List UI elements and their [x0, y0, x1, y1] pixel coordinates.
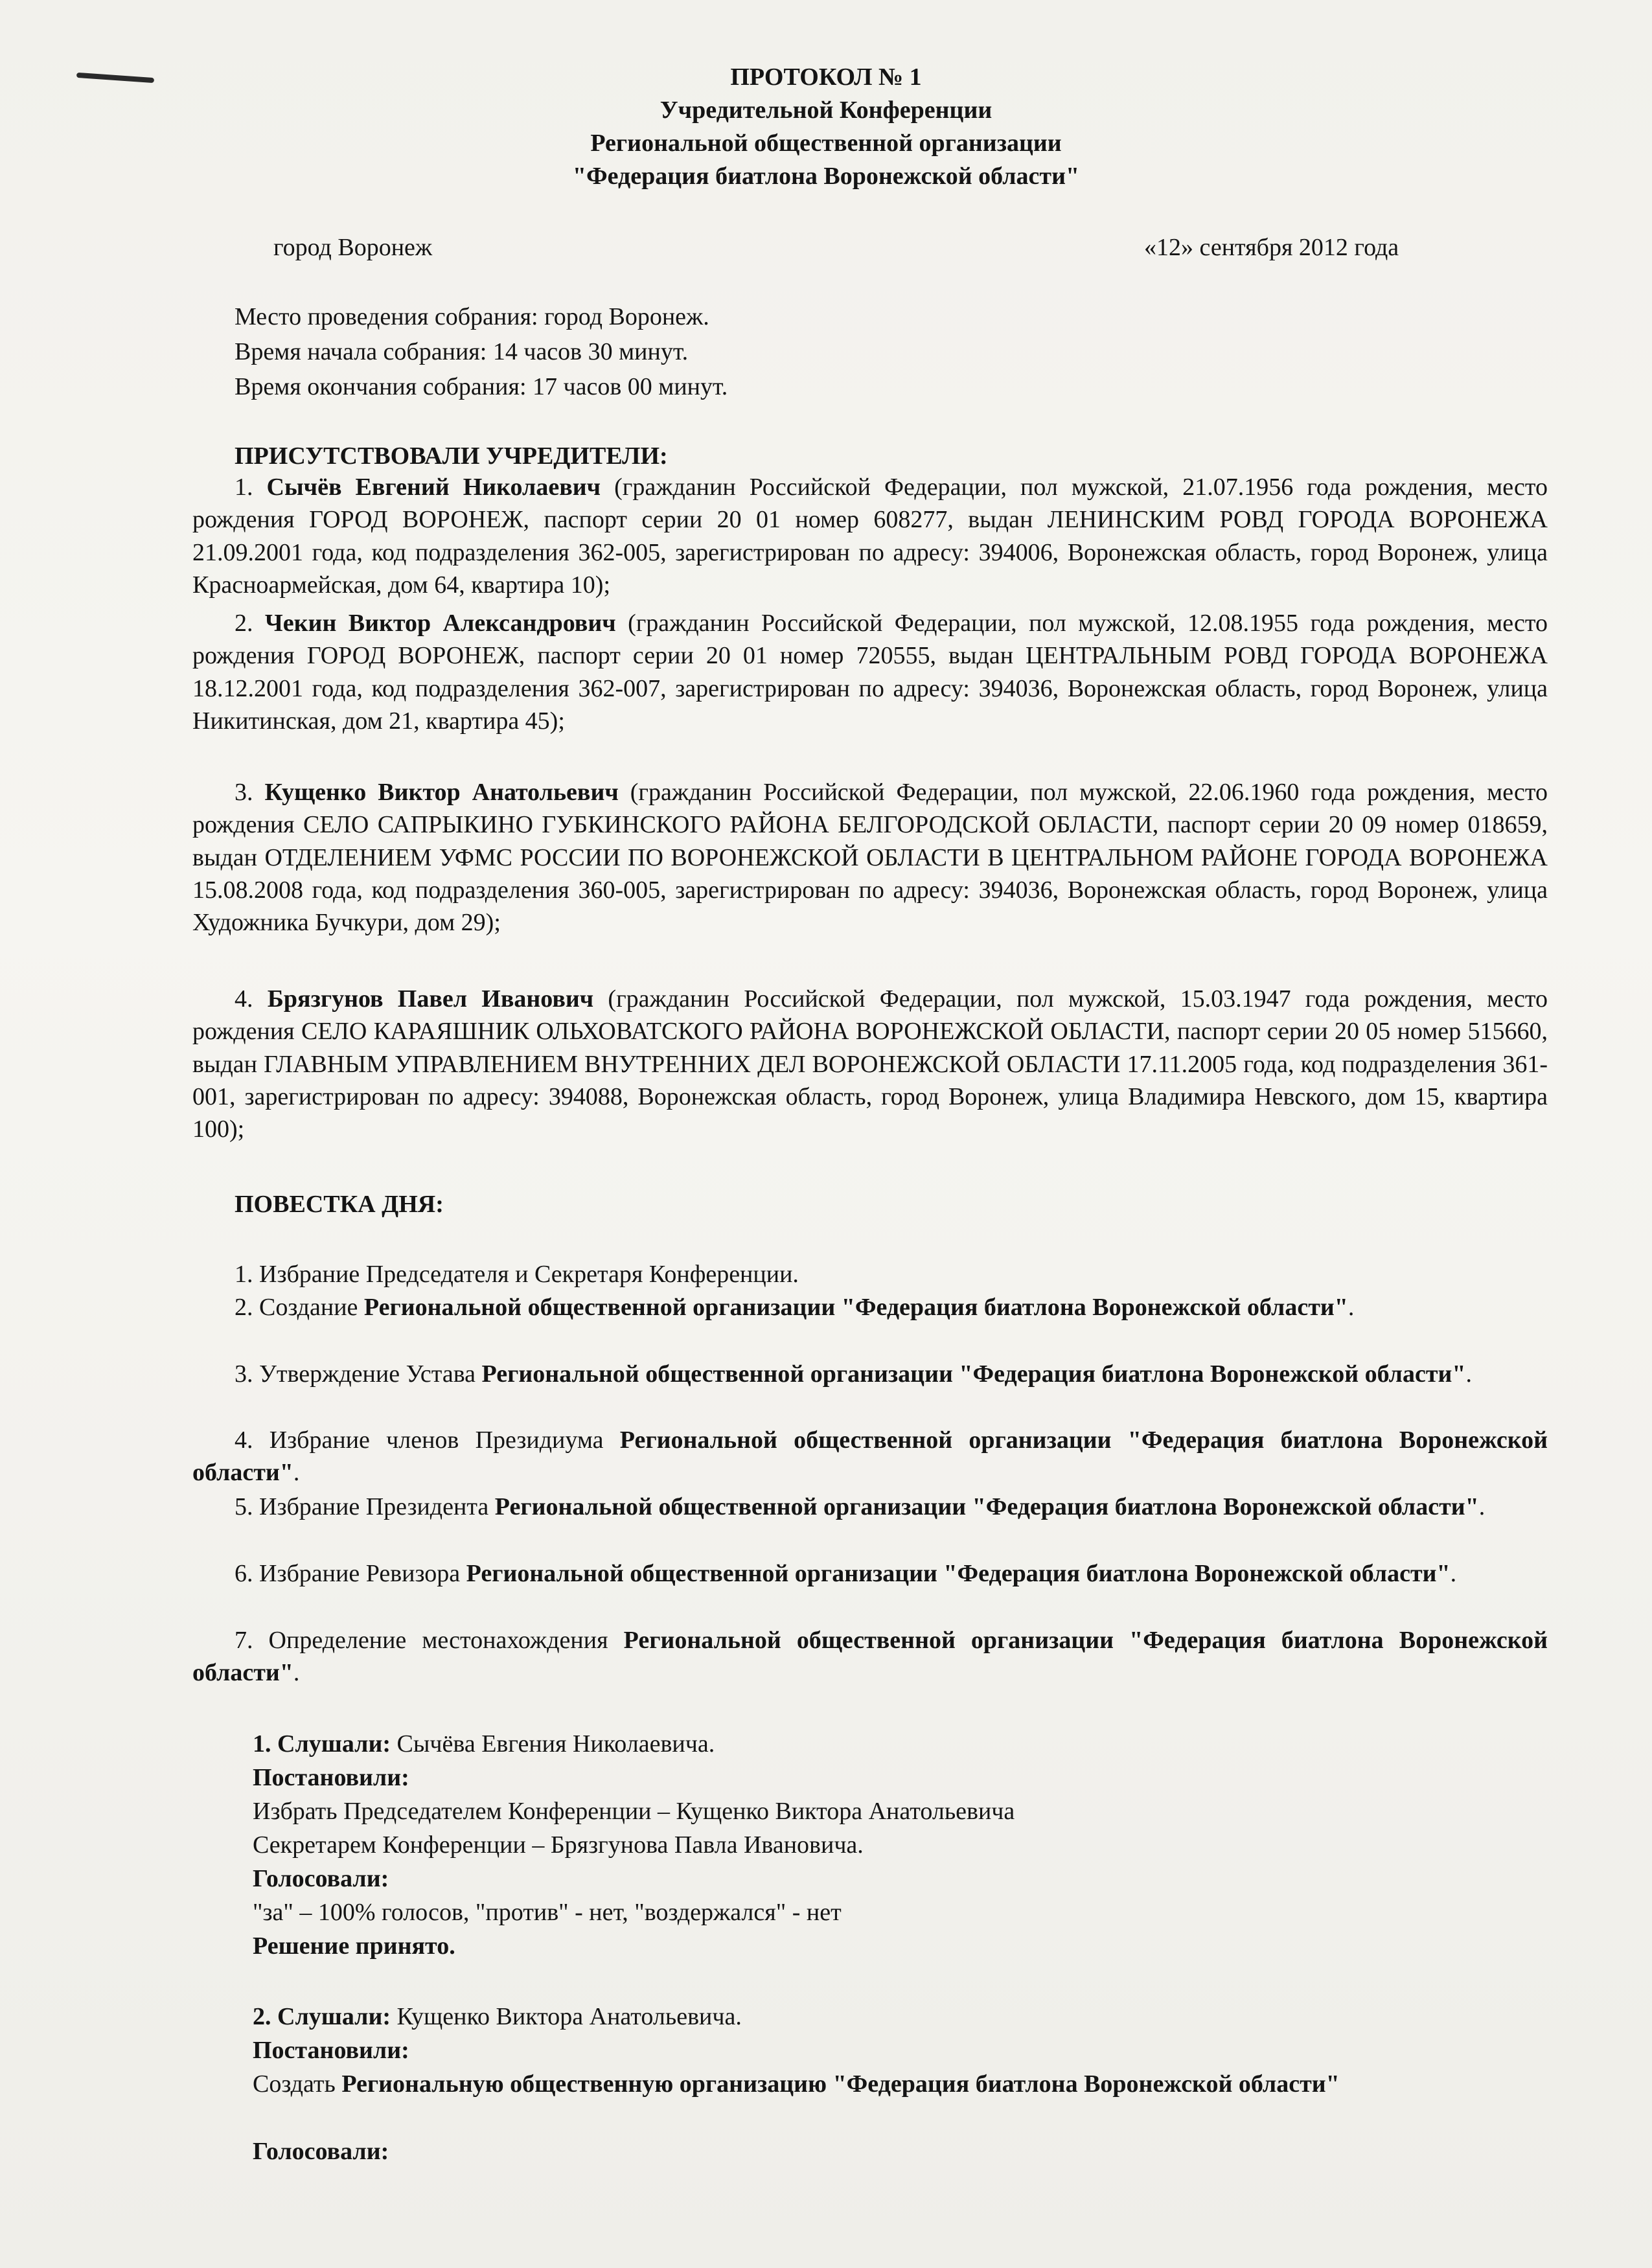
- item1-voted-label: Голосовали:: [253, 1865, 389, 1892]
- agenda-item-1-text: 1. Избрание Председателя и Секретаря Конференции.: [235, 1261, 799, 1288]
- title-line-1: ПРОТОКОЛ № 1: [730, 63, 922, 91]
- title-line-2: Учредительной Конференции: [660, 97, 992, 124]
- founder-3-name: Кущенко Виктор Анатольевич: [264, 779, 619, 806]
- agenda-item-2-org: Региональной общественной организации "Федерация биатлона Воронежской области": [363, 1294, 1348, 1321]
- founder-1-number: 1.: [235, 474, 267, 501]
- founder-4-number: 4.: [235, 985, 268, 1013]
- item2-voted-label: Голосовали:: [253, 2138, 389, 2165]
- item2-resolved: [192, 2068, 1548, 2100]
- agenda-item-6-end: .: [1450, 1560, 1457, 1587]
- founder-4-name: Брязгунов Павел Иванович: [267, 985, 594, 1013]
- agenda-item-2: [192, 1291, 1548, 1323]
- founder-3: [192, 776, 1548, 939]
- agenda-item-4: [192, 1424, 1548, 1489]
- item1-resolved-label: Постановили:: [253, 1764, 409, 1791]
- founder-2: [192, 607, 1548, 737]
- agenda-item-7-text: 7. Определение местонахождения: [235, 1627, 624, 1654]
- founder-3-number: 3.: [235, 779, 265, 806]
- meeting-end-time: Время окончания собрания: 17 часов 00 минут.: [235, 373, 728, 400]
- agenda-heading: ПОВЕСТКА ДНЯ:: [235, 1191, 444, 1218]
- meeting-place: Место проведения собрания: город Воронеж.: [235, 303, 709, 330]
- item1-resolved-secretary: Секретарем Конференции – Брязгунова Павла Ивановича.: [253, 1831, 864, 1859]
- founder-3-details: (гражданин Российской Федерации, пол мужской, 22.06.1960 года рождения, место рождения СЕЛО САПРЫКИНО ГУБКИНСКОГО РАЙОНА БЕЛГОРОДСКОЙ ОБЛАСТИ, паспорт серии 20 09 номер 018659, выдан ОТДЕЛЕНИЕМ УФМС РОССИИ ПО ВОРОНЕЖСКОЙ ОБЛАСТИ В ЦЕНТРАЛЬНОМ РАЙОНЕ ГОРОДА ВОРОНЕЖА 15.08.2008 года, код подразделения 360-005, зарегистрирован по адресу: 394036, Воронежская область, город Воронеж, улица Художника Бучкури, дом 29);: [192, 779, 1548, 937]
- meeting-start-time: Время начала собрания: 14 часов 30 минут.: [235, 338, 689, 365]
- founder-4: [192, 983, 1548, 1145]
- item2-heard-text: Кущенко Виктора Анатольевича.: [391, 2003, 742, 2030]
- item1-heard: [253, 1728, 715, 1760]
- agenda-item-3: [192, 1358, 1548, 1390]
- agenda-item-3-text: 3. Утверждение Устава: [235, 1360, 482, 1388]
- item2-resolved-org: Региональную общественную организацию "Федерация биатлона Воронежской области": [341, 2070, 1340, 2098]
- agenda-item-5-text: 5. Избрание Президента: [235, 1493, 495, 1520]
- item2-heard: [253, 2000, 742, 2033]
- agenda-item-3-org: Региональной общественной организации "Федерация биатлона Воронежской области": [481, 1360, 1466, 1388]
- agenda-item-4-text: 4. Избрание членов Президиума: [235, 1426, 620, 1454]
- agenda-item-5: [192, 1491, 1548, 1523]
- agenda-item-5-end: .: [1478, 1493, 1486, 1520]
- item2-resolved-text: Создать: [253, 2070, 342, 2098]
- agenda-item-6-org: Региональной общественной организации "Федерация биатлона Воронежской области": [466, 1560, 1451, 1587]
- agenda-item-7-end: .: [293, 1659, 300, 1687]
- item1-heard-label: 1. Слушали:: [253, 1730, 391, 1758]
- agenda-item-5-org: Региональной общественной организации "Федерация биатлона Воронежской области": [494, 1493, 1479, 1520]
- agenda-item-3-end: .: [1465, 1360, 1473, 1388]
- founders-heading: ПРИСУТСТВОВАЛИ УЧРЕДИТЕЛИ:: [235, 442, 668, 470]
- agenda-item-6-text: 6. Избрание Ревизора: [235, 1560, 466, 1587]
- founder-1: [192, 471, 1548, 601]
- agenda-item-7: [192, 1624, 1548, 1690]
- agenda-item-6: [192, 1557, 1548, 1590]
- agenda-item-4-org: Региональной общественной организации "Федерация биатлона Воронежской области": [192, 1426, 1548, 1487]
- title-line-3: Региональной общественной организации: [590, 130, 1062, 157]
- item1-decision: Решение принято.: [253, 1932, 455, 1960]
- founder-1-name: Сычёв Евгений Николаевич: [266, 474, 601, 501]
- document-date: «12» сентября 2012 года: [1144, 234, 1399, 261]
- agenda-item-2-end: .: [1348, 1294, 1355, 1321]
- agenda-item-2-text: 2. Создание: [235, 1294, 364, 1321]
- item2-resolved-label: Постановили:: [253, 2037, 409, 2064]
- item1-votes: "за" – 100% голосов, "против" - нет, "воздержался" - нет: [253, 1899, 842, 1926]
- founder-4-details: (гражданин Российской Федерации, пол мужской, 15.03.1947 года рождения, место рождения СЕЛО КАРАЯШНИК ОЛЬХОВАТСКОГО РАЙОНА ВОРОНЕЖСКОЙ ОБЛАСТИ, паспорт серии 20 05 номер 515660, выдан ГЛАВНЫМ УПРАВЛЕНИЕМ ВНУТРЕННИХ ДЕЛ ВОРОНЕЖСКОЙ ОБЛАСТИ 17.11.2005 года, код подразделения 361-001, зарегистрирован по адресу: 394088, Воронежская область, город Воронеж, улица Владимира Невского, дом 15, квартира 100);: [192, 985, 1548, 1143]
- founder-2-number: 2.: [235, 610, 265, 637]
- item1-resolved-chair: Избрать Председателем Конференции – Кущенко Виктора Анатольевича: [253, 1798, 1015, 1825]
- item2-heard-label: 2. Слушали:: [253, 2003, 391, 2030]
- agenda-item-4-end: .: [293, 1459, 300, 1487]
- item1-heard-text: Сычёва Евгения Николаевича.: [391, 1730, 715, 1758]
- founder-2-name: Чекин Виктор Александрович: [264, 610, 616, 637]
- title-line-4: "Федерация биатлона Воронежской области": [572, 163, 1080, 190]
- founder-1-details: (гражданин Российской Федерации, пол мужской, 21.07.1956 года рождения, место рождения ГОРОД ВОРОНЕЖ, паспорт серии 20 01 номер 608277, выдан ЛЕНИНСКИМ РОВД ГОРОДА ВОРОНЕЖА 21.09.2001 года, код подразделения 362-005, зарегистрирован по адресу: 394006, Воронежская область, город Воронеж, улица Красноармейская, дом 64, квартира 10);: [192, 474, 1548, 599]
- founder-2-details: (гражданин Российской Федерации, пол мужской, 12.08.1955 года рождения, место рождения ГОРОД ВОРОНЕЖ, паспорт серии 20 01 номер 720555, выдан ЦЕНТРАЛЬНЫМ РОВД ГОРОДА ВОРОНЕЖА 18.12.2001 года, код подразделения 362-007, зарегистрирован по адресу: 394036, Воронежская область, город Воронеж, улица Никитинская, дом 21, квартира 45);: [192, 610, 1548, 735]
- document-place: город Воронеж: [273, 234, 433, 261]
- agenda-item-7-org: Региональной общественной организации "Федерация биатлона Воронежской области": [192, 1627, 1548, 1687]
- agenda-item-1: [192, 1258, 1548, 1290]
